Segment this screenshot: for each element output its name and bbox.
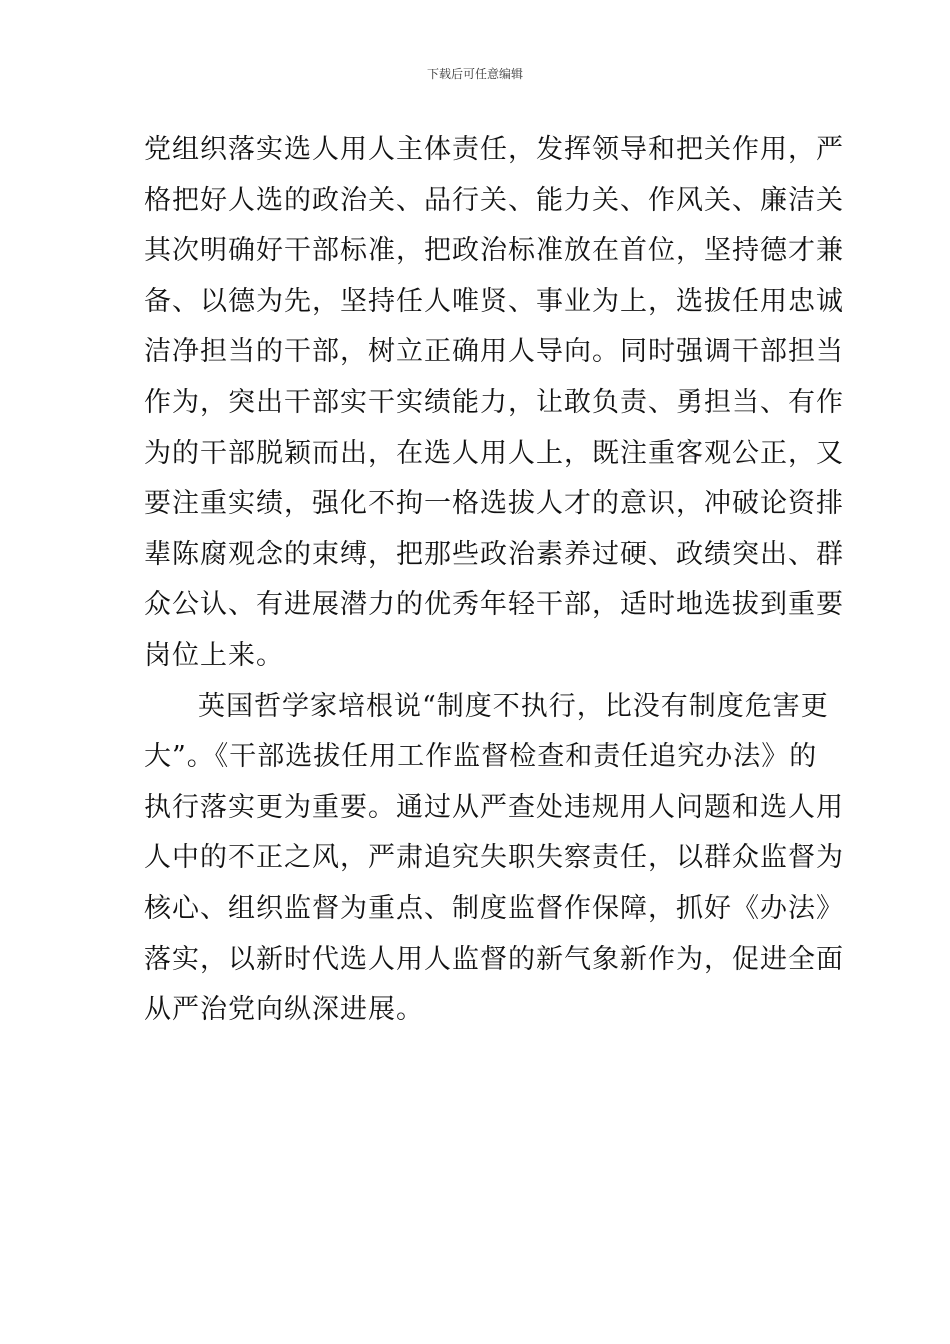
text-line: 格把好人选的政治关、品行关、能力关、作风关、廉洁关	[144, 184, 844, 216]
text-line: 党组织落实选人用人主体责任，发挥领导和把关作用，严	[144, 134, 844, 165]
text-line: 落实，以新时代选人用人监督的新气象新作为，促进全面	[144, 943, 844, 975]
text-line: 备、以德为先，坚持任人唯贤、事业为上，选拔任用忠诚	[144, 285, 844, 317]
paragraph-2	[144, 682, 844, 1036]
text-line: 人中的不正之风，严肃追究失职失察责任，以群众监督为	[144, 842, 844, 874]
page-header-note: 下载后可任意编辑	[426, 67, 523, 81]
text-line: 洁净担当的干部，树立正确用人导向。同时强调干部担当	[144, 336, 844, 368]
text-line: 作为，突出干部实干实绩能力，让敢负责、勇担当、有作	[144, 386, 844, 418]
text-line: 其次明确好干部标准，把政治标准放在首位，坚持德才兼	[144, 235, 844, 267]
text-line: 岗位上来。	[144, 639, 284, 671]
text-line: 执行落实更为重要。通过从严查处违规用人问题和选人用	[144, 791, 844, 823]
text-line: 辈陈腐观念的束缚，把那些政治素养过硬、政绩突出、群	[144, 538, 844, 570]
text-line: 英国哲学家培根说“制度不执行，比没有制度危害更	[198, 690, 829, 722]
document-body	[144, 125, 844, 1036]
text-line: 众公认、有进展潜力的优秀年轻干部，适时地选拔到重要	[144, 589, 844, 621]
text-line: 要注重实绩，强化不拘一格选拔人才的意识，冲破论资排	[144, 488, 844, 520]
text-line: 从严治党向纵深进展。	[144, 994, 424, 1026]
text-line: 大”。《干部选拔任用工作监督检查和责任追究办法》的	[144, 741, 818, 773]
text-line: 为的干部脱颖而出，在选人用人上，既注重客观公正，又	[144, 437, 844, 469]
text-line: 核心、组织监督为重点、制度监督作保障，抓好《办法》	[144, 892, 844, 924]
paragraph-1	[144, 125, 844, 682]
